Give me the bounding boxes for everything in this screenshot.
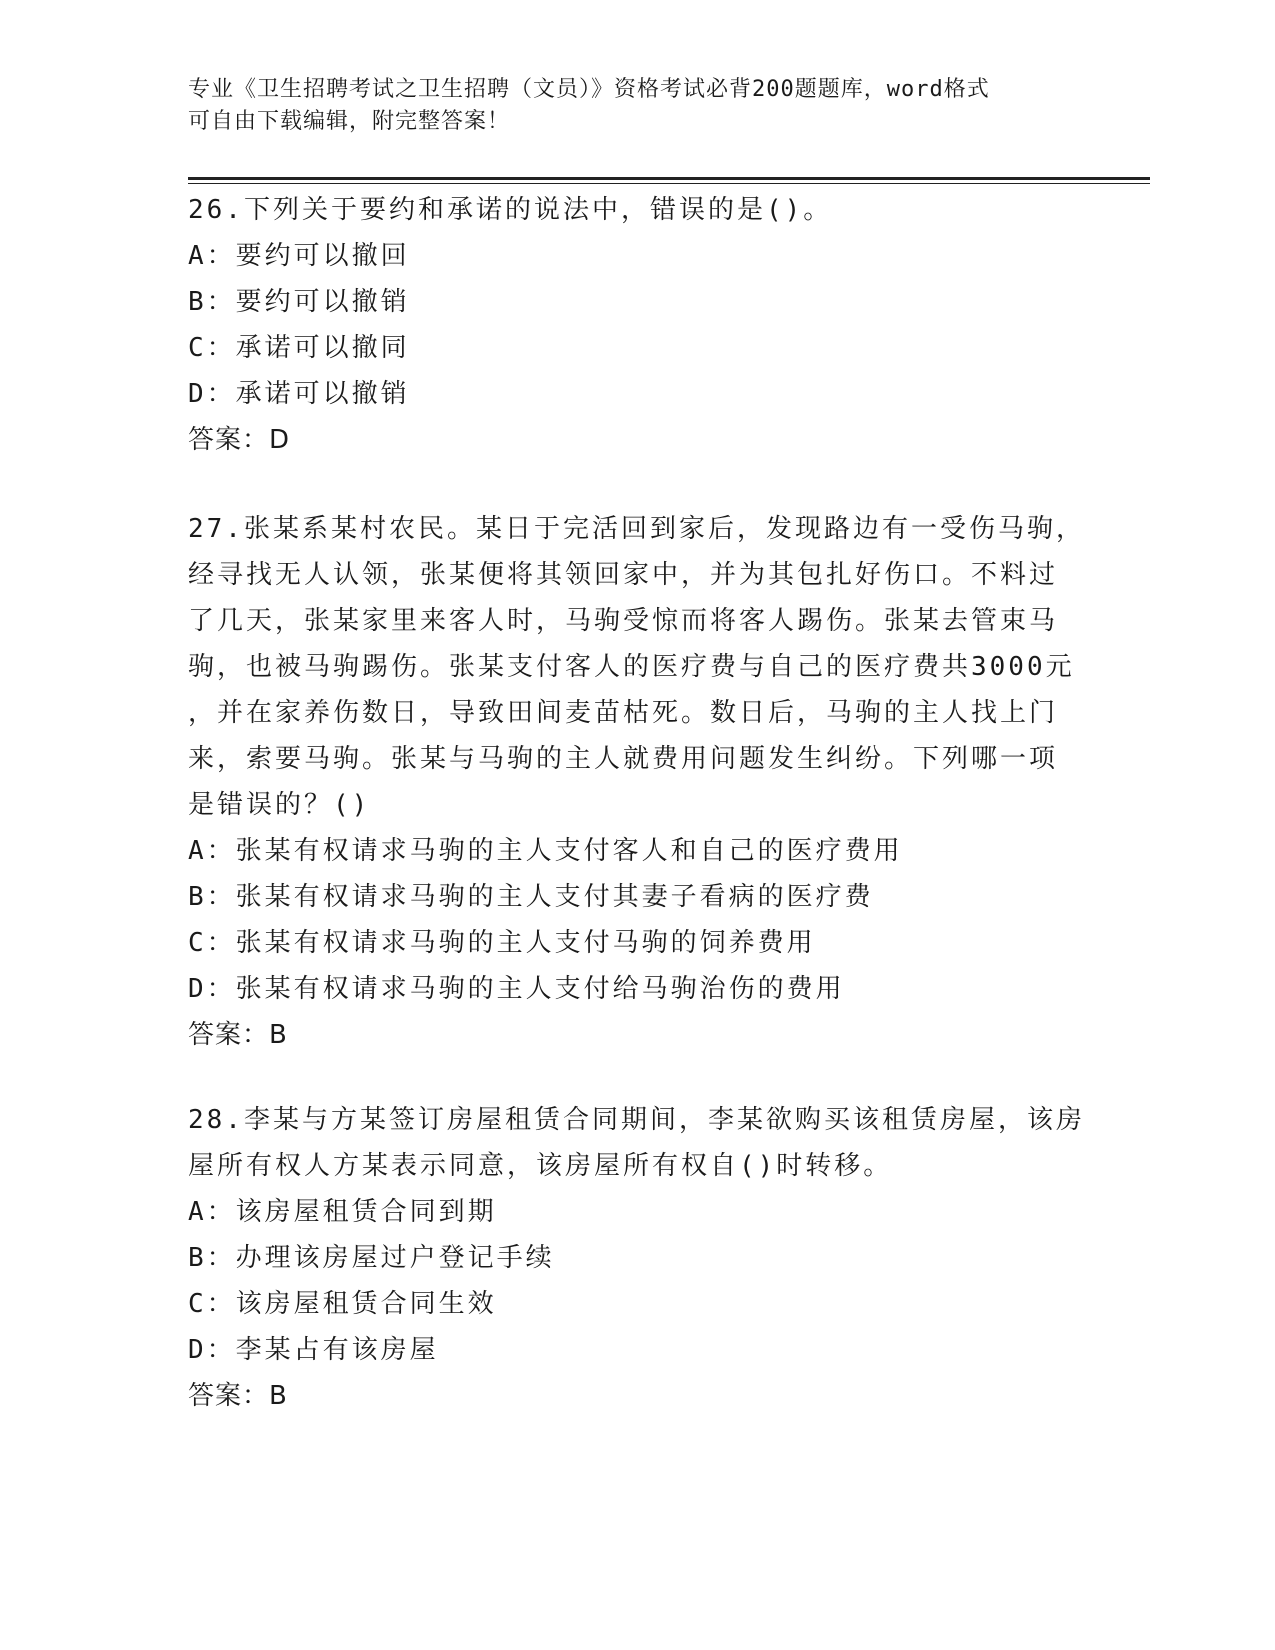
document-header: [188, 74, 1068, 138]
stem-line: 28.李某与方某签订房屋租赁合同期间，李某欲购买该租赁房屋，该房: [188, 1105, 1085, 1135]
header-line-2: 可自由下载编辑，附完整答案！: [188, 109, 511, 134]
header-rule-thin: [188, 183, 1150, 184]
question-28: [188, 1097, 1085, 1419]
option-b: B：办理该房屋过户登记手续: [188, 1243, 555, 1273]
option-a: A：要约可以撤回: [188, 241, 410, 271]
stem-line: 了几天，张某家里来客人时，马驹受惊而将客人踢伤。张某去管束马: [188, 606, 1059, 636]
stem-line: 27.张某系某村农民。某日于完活回到家后，发现路边有一受伤马驹，: [188, 514, 1085, 544]
stem-line: 经寻找无人认领，张某便将其领回家中，并为其包扎好伤口。不料过: [188, 560, 1059, 590]
question-26: [188, 187, 1078, 463]
question-27: [188, 506, 1085, 1058]
option-c: C：该房屋租赁合同生效: [188, 1289, 497, 1319]
stem-line: 驹，也被马驹踢伤。张某支付客人的医疗费与自己的医疗费共3000元: [188, 652, 1075, 682]
option-b: B：张某有权请求马驹的主人支付其妻子看病的医疗费: [188, 882, 874, 912]
question-stem: [188, 506, 1085, 828]
stem-line: 26.下列关于要约和承诺的说法中，错误的是()。: [188, 195, 833, 225]
answer-line: 答案：D: [188, 425, 291, 455]
header-rule-thick: [188, 177, 1150, 180]
question-stem: [188, 1097, 1085, 1189]
header-line-1: 专业《卫生招聘考试之卫生招聘（文员）》资格考试必背200题题库，word格式: [188, 77, 990, 102]
stem-line: 来，索要马驹。张某与马驹的主人就费用问题发生纠纷。下列哪一项: [188, 744, 1059, 774]
option-a: A：张某有权请求马驹的主人支付客人和自己的医疗费用: [188, 836, 903, 866]
option-c: C：张某有权请求马驹的主人支付马驹的饲养费用: [188, 928, 816, 958]
answer-line: 答案：B: [188, 1020, 288, 1050]
option-a: A：该房屋租赁合同到期: [188, 1197, 497, 1227]
option-c: C：承诺可以撤同: [188, 333, 410, 363]
question-stem: [188, 187, 1078, 233]
option-d: D：承诺可以撤销: [188, 379, 410, 409]
option-b: B：要约可以撤销: [188, 287, 410, 317]
stem-line: ，并在家养伤数日，导致田间麦苗枯死。数日后，马驹的主人找上门: [188, 698, 1059, 728]
answer-line: 答案：B: [188, 1381, 288, 1411]
stem-line: 是错误的？(): [188, 790, 371, 820]
stem-line: 屋所有权人方某表示同意，该房屋所有权自()时转移。: [188, 1151, 893, 1181]
option-d: D：张某有权请求马驹的主人支付给马驹治伤的费用: [188, 974, 845, 1004]
option-d: D：李某占有该房屋: [188, 1335, 439, 1365]
